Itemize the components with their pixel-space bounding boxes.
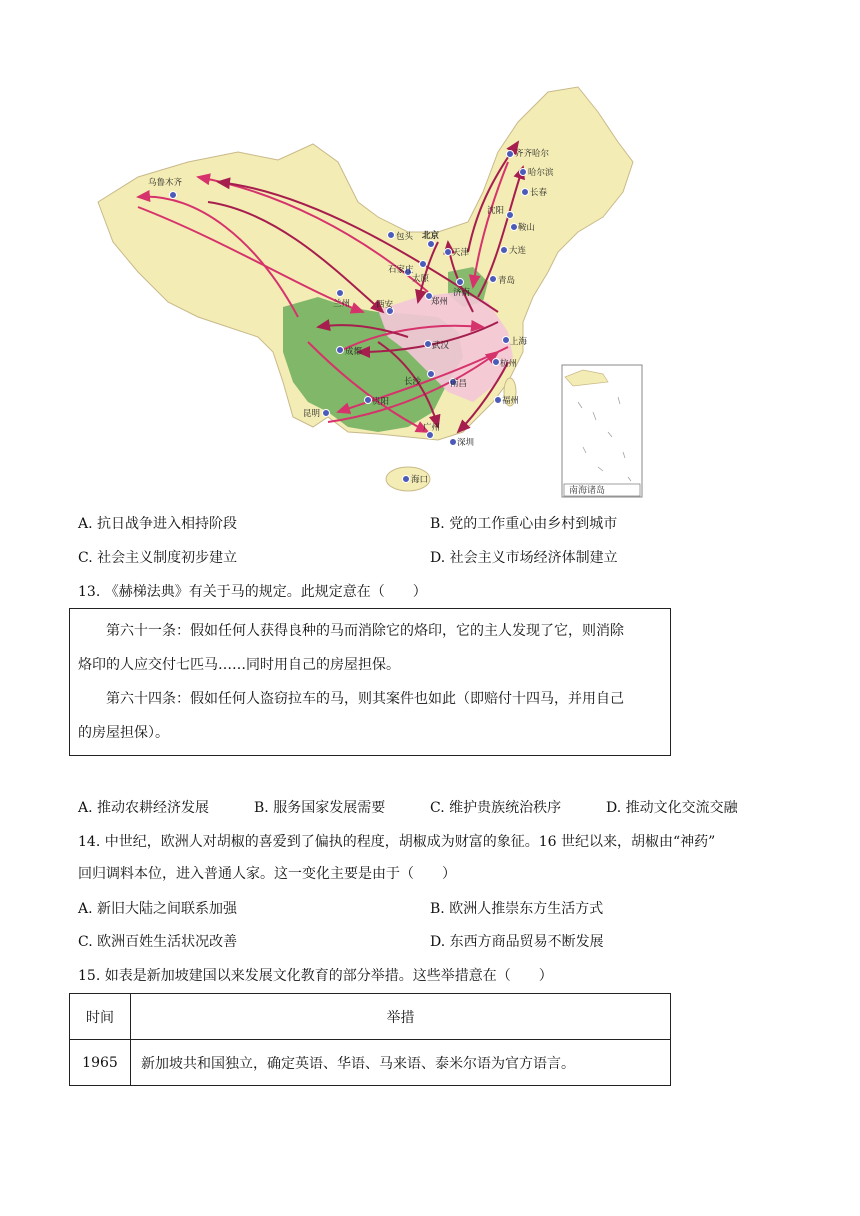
q14-stem-line: 回归调料本位，进入普通人家。这一变化主要是由于（ ）	[78, 866, 456, 882]
city-label: 包头	[396, 232, 414, 242]
q14-option-c: C. 欧洲百姓生活状况改善	[78, 934, 238, 950]
q12-option-b: B. 党的工作重心由乡村到城市	[430, 516, 618, 532]
q14-option-b: B. 欧洲人推崇东方生活方式	[430, 901, 604, 917]
city-label: 武汉	[432, 341, 450, 351]
city-label: 深圳	[457, 438, 475, 448]
city-label: 鞍山	[518, 223, 536, 233]
excerpt-line: 烙印的人应交付七匹马……同时用自己的房屋担保。	[78, 657, 400, 673]
city-label: 太原	[412, 274, 430, 284]
q13-excerpt-box	[69, 608, 671, 756]
city-label: 青岛	[498, 276, 516, 286]
q12-option-c: C. 社会主义制度初步建立	[78, 550, 238, 566]
q13-option-a: A. 推动农耕经济发展	[78, 800, 210, 816]
q13-stem: 13. 《赫梯法典》有关于马的规定。此规定意在（ ）	[78, 584, 427, 600]
inset-label: 南海诸岛	[569, 486, 606, 496]
city-label: 西安	[376, 300, 394, 310]
city-label: 石家庄	[388, 265, 414, 275]
city-label: 海口	[411, 475, 429, 485]
city-label: 长沙	[404, 377, 422, 387]
q15-stem: 15. 如表是新加坡建国以来发展文化教育的部分举措。这些举措意在（ ）	[78, 968, 553, 984]
table-header-row	[70, 994, 671, 1040]
city-label: 贵阳	[372, 397, 390, 407]
city-label: 南昌	[450, 379, 468, 389]
excerpt-line: 第六十四条：假如任何人盗窃拉车的马，则其案件也如此（即赔付十四马，并用自己	[106, 691, 624, 707]
city-label: 郑州	[431, 297, 449, 307]
q12-option-a: A. 抗日战争进入相持阶段	[78, 516, 238, 532]
q13-option-c: C. 维护贵族统治秩序	[430, 800, 562, 816]
city-label: 上海	[510, 337, 528, 347]
q15-table	[69, 993, 671, 1086]
excerpt-line: 的房屋担保）。	[78, 725, 169, 741]
population-migration-map	[78, 82, 675, 502]
city-label: 杭州	[500, 359, 518, 369]
q14-stem-line: 14. 中世纪，欧洲人对胡椒的喜爱到了偏执的程度，胡椒成为财富的象征。16 世纪以来，胡椒由“神药”	[78, 834, 716, 850]
city-label: 沈阳	[487, 206, 505, 216]
city-label: 齐齐哈尔	[515, 149, 550, 159]
city-label: 济南	[453, 288, 471, 298]
city-label: 大连	[509, 246, 527, 256]
excerpt-line: 第六十一条：假如任何人获得良种的马而消除它的烙印，它的主人发现了它，则消除	[106, 623, 624, 639]
city-label: 长春	[530, 188, 548, 198]
city-label: 广州	[423, 423, 441, 433]
city-label: 北京	[422, 231, 440, 241]
q12-option-d: D. 社会主义市场经济体制建立	[430, 550, 618, 566]
table-row	[70, 1040, 671, 1086]
q13-option-b: B. 服务国家发展需要	[254, 800, 386, 816]
city-label: 福州	[502, 396, 520, 406]
q14-option-a: A. 新旧大陆之间联系加强	[78, 901, 238, 917]
city-label: 哈尔滨	[528, 168, 554, 178]
table-cell-measure: 新加坡共和国独立，确定英语、华语、马来语、泰米尔语为官方语言。	[131, 1040, 671, 1086]
south-china-sea-inset	[562, 365, 642, 497]
q13-option-d: D. 推动文化交流交融	[606, 800, 738, 816]
q14-option-d: D. 东西方商品贸易不断发展	[430, 934, 604, 950]
city-label: 兰州	[333, 299, 351, 309]
city-label: 成都	[345, 347, 363, 357]
table-cell-year: 1965	[70, 1040, 131, 1086]
table-header-measure: 举措	[131, 994, 671, 1040]
city-label: 昆明	[303, 409, 321, 419]
city-label: 天津	[452, 248, 470, 258]
city-label: 乌鲁木齐	[148, 178, 183, 188]
table-header-time: 时间	[70, 994, 131, 1040]
